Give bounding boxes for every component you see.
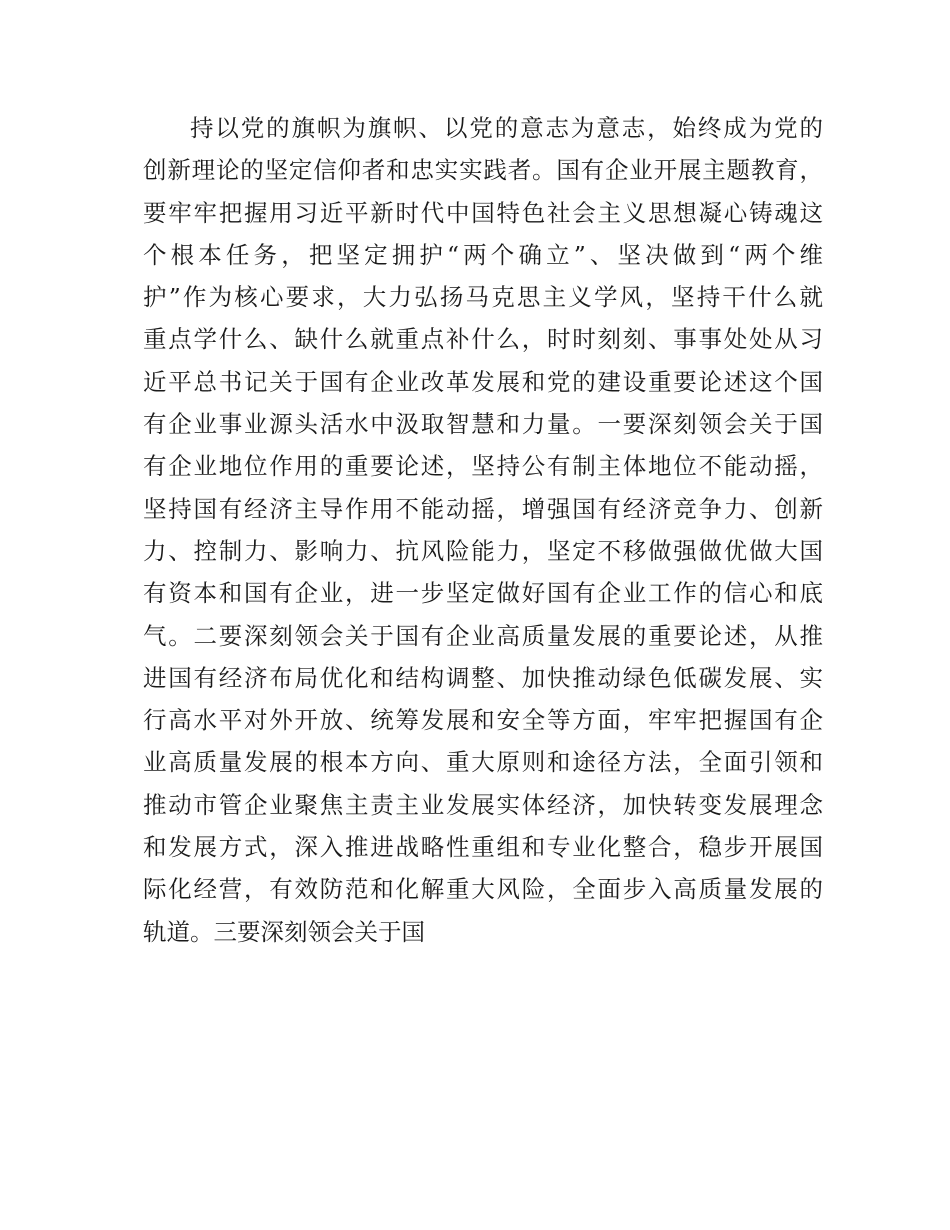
paragraph-line: 护”作为核心要求，大力弘扬马克思主义学风，坚持干什么就: [143, 283, 823, 312]
paragraph-line: 个根本任务，把坚定拥护“两个确立”、坚决做到“两个维: [143, 240, 823, 269]
paragraph-line: 业高质量发展的根本方向、重大原则和途径方法，全面引领和: [143, 748, 823, 777]
paragraph-line: 行高水平对外开放、统筹发展和安全等方面，牢牢把握国有企: [143, 706, 823, 735]
paragraph-line: 气。二要深刻领会关于国有企业高质量发展的重要论述，从推: [143, 621, 823, 650]
paragraph-line: 有企业地位作用的重要论述，坚持公有制主体地位不能动摇，: [143, 452, 823, 481]
paragraph-line: 创新理论的坚定信仰者和忠实实践者。国有企业开展主题教育，: [143, 156, 823, 185]
paragraph-line: 推动市管企业聚焦主责主业发展实体经济，加快转变发展理念: [143, 790, 823, 819]
paragraph-line: 际化经营，有效防范和化解重大风险，全面步入高质量发展的: [143, 875, 823, 904]
paragraph-line: 要牢牢把握用习近平新时代中国特色社会主义思想凝心铸魂这: [143, 198, 823, 227]
paragraph-line: 力、控制力、影响力、抗风险能力，坚定不移做强做优做大国: [143, 536, 823, 565]
paragraph-line: 有企业事业源头活水中汲取智慧和力量。一要深刻领会关于国: [143, 410, 823, 439]
paragraph-line: 持以党的旗帜为旗帜、以党的意志为意志，始终成为党的: [190, 114, 823, 142]
paragraph-line: 有资本和国有企业，进一步坚定做好国有企业工作的信心和底: [143, 579, 823, 608]
paragraph-line: 坚持国有经济主导作用不能动摇，增强国有经济竞争力、创新: [143, 494, 823, 523]
body-paragraph: [143, 107, 823, 953]
paragraph-line: 近平总书记关于国有企业改革发展和党的建设重要论述这个国: [143, 367, 823, 396]
paragraph-line: 进国有经济布局优化和结构调整、加快推动绿色低碳发展、实: [143, 663, 823, 692]
paragraph-line: 轨道。三要深刻领会关于国: [143, 917, 425, 946]
paragraph-line: 重点学什么、缺什么就重点补什么，时时刻刻、事事处处从习: [143, 325, 823, 354]
paragraph-line: 和发展方式，深入推进战略性重组和专业化整合，稳步开展国: [143, 833, 823, 862]
